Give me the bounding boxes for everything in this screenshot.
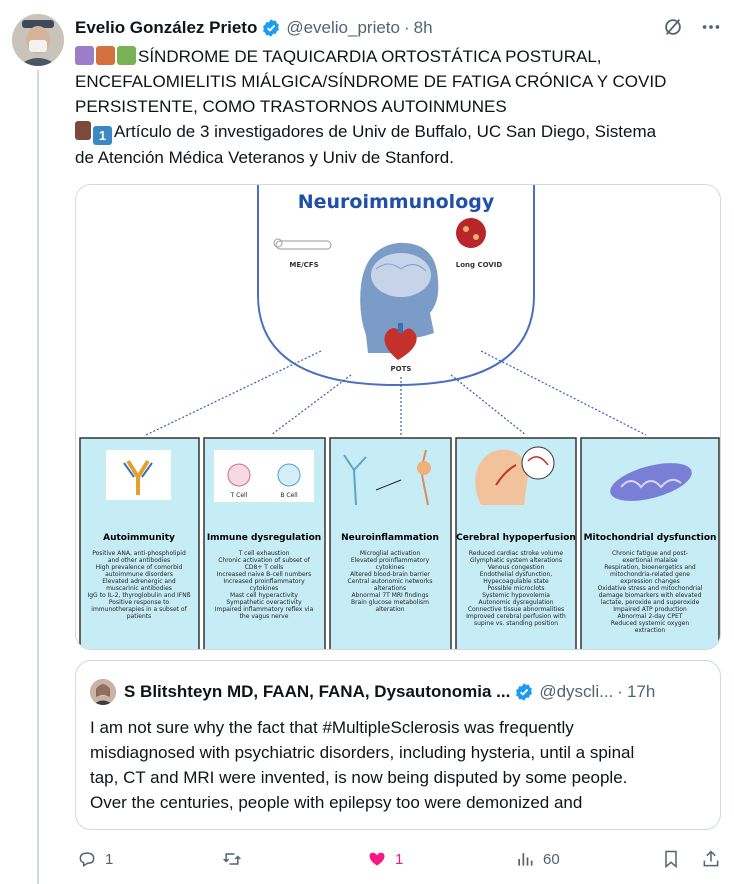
- separator-dot: ·: [403, 18, 410, 37]
- quoted-verified-badge-icon: [514, 682, 534, 702]
- header-icons: [662, 16, 722, 38]
- quoted-author-handle[interactable]: @dyscli...: [539, 682, 614, 701]
- svg-text:Increased naive B-cell numbers: Increased naive B-cell numbers: [216, 571, 312, 578]
- svg-text:Oxidative stress and mitochond: Oxidative stress and mitochondrial: [597, 585, 703, 592]
- panel-neuroinflammation: [330, 438, 451, 650]
- svg-text:Possible microclots: Possible microclots: [487, 585, 545, 592]
- svg-text:cytokines: cytokines: [375, 564, 405, 571]
- svg-text:expression changes: expression changes: [620, 578, 680, 585]
- tweet-line-4: Artículo de 3 investigadores de Univ de Buffalo, UC San Diego, Sistema: [114, 122, 657, 141]
- coronavirus-icon: [456, 218, 486, 248]
- verified-badge-icon: [261, 18, 281, 38]
- panel-title-immune: Immune dysregulation: [206, 533, 322, 543]
- svg-text:cytokines: cytokines: [249, 585, 279, 592]
- quoted-line-1: I am not sure why the fact that #MultipleSclerosis was frequently: [90, 718, 574, 737]
- views-button[interactable]: [515, 849, 560, 869]
- svg-text:alterations: alterations: [373, 585, 407, 592]
- orange-square-icon: [96, 46, 115, 65]
- svg-text:Hypecoagulable state: Hypecoagulable state: [483, 578, 549, 585]
- tweet-line-2: ENCEFALOMIELITIS MIÁLGICA/SÍNDROME DE FATIGA CRÓNICA Y COVID: [75, 72, 667, 91]
- label-pots: POTS: [390, 365, 412, 373]
- svg-text:alteration: alteration: [375, 606, 405, 613]
- svg-text:High prevalence of comorbid: High prevalence of comorbid: [95, 564, 183, 571]
- svg-text:Autonomic dysregulation: Autonomic dysregulation: [478, 599, 554, 606]
- svg-text:Central autonomic networks: Central autonomic networks: [347, 578, 433, 585]
- tweet-text: [75, 44, 725, 170]
- immune-cells-icon: [214, 450, 314, 502]
- svg-text:CD8+ T cells: CD8+ T cells: [244, 564, 284, 571]
- quoted-author-name[interactable]: S Blitshteyn MD, FAAN, FANA, Dysautonomia ...: [124, 682, 511, 701]
- svg-text:Brain glucose metabolism: Brain glucose metabolism: [351, 599, 429, 606]
- svg-text:Abnormal 7T MRI findings: Abnormal 7T MRI findings: [351, 592, 429, 599]
- neuroimmunology-figure: [76, 185, 721, 650]
- quoted-separator-dot: ·: [617, 682, 623, 701]
- quoted-tweet-time: 17h: [626, 682, 656, 701]
- svg-text:Glymphatic system alterations: Glymphatic system alterations: [470, 557, 562, 564]
- figure-title: Neuroimmunology: [297, 191, 495, 213]
- author-name[interactable]: Evelio González Prieto: [75, 18, 258, 37]
- label-t-cell: T Cell: [230, 492, 248, 499]
- svg-text:exertional malaise: exertional malaise: [622, 557, 678, 564]
- label-longcovid: Long COVID: [455, 261, 503, 269]
- svg-text:Impaired ATP production: Impaired ATP production: [613, 606, 687, 613]
- svg-text:Positive response to: Positive response to: [108, 599, 170, 606]
- panel-lines-neuroinflammation: [348, 550, 433, 613]
- quoted-line-2: misdiagnosed with psychiatric disorders, including hysteria, until a spinal: [90, 743, 635, 762]
- svg-text:IgG to IL-2, thyroglobulin and: IgG to IL-2, thyroglobulin and IFNß: [87, 592, 191, 599]
- svg-text:Elevated adrenergic and: Elevated adrenergic and: [102, 578, 176, 585]
- svg-text:Impaired inflammatory reflex v: Impaired inflammatory reflex via: [214, 606, 314, 613]
- quoted-avatar-photo-icon: [90, 679, 116, 705]
- author-avatar[interactable]: [12, 14, 64, 66]
- more-options-icon[interactable]: [700, 16, 722, 38]
- heart-filled-icon: [367, 849, 387, 869]
- svg-text:T cell exhaustion: T cell exhaustion: [238, 550, 290, 557]
- reply-icon: [77, 849, 97, 869]
- repost-icon: [221, 849, 243, 869]
- svg-text:Improved cerebral perfusion wi: Improved cerebral perfusion with: [466, 613, 566, 620]
- svg-text:and other antibodies: and other antibodies: [107, 557, 171, 564]
- svg-text:supine vs. standing position: supine vs. standing position: [473, 620, 559, 627]
- svg-text:mitochondria-related gene: mitochondria-related gene: [609, 571, 691, 578]
- tweet-media-image[interactable]: [75, 184, 721, 650]
- svg-text:muscarinic antibodies: muscarinic antibodies: [106, 585, 172, 592]
- svg-text:autoimmune disorders: autoimmune disorders: [105, 571, 173, 578]
- panel-title-autoimmunity: Autoimmunity: [103, 533, 175, 543]
- quoted-line-4: Over the centuries, people with epilepsy too were demonized and: [90, 793, 583, 812]
- bookmark-icon: [661, 849, 681, 869]
- views-count: 60: [543, 850, 560, 868]
- avatar-photo-icon: [12, 14, 64, 66]
- panel-mitochondrial-dysfunction: [581, 438, 719, 650]
- svg-text:Microglial activation: Microglial activation: [359, 550, 421, 557]
- purple-square-icon: [75, 46, 94, 65]
- svg-text:Reduced cardiac stroke volume: Reduced cardiac stroke volume: [468, 550, 564, 557]
- panel-title-neuroinflammation: Neuroinflammation: [341, 533, 439, 543]
- repost-button[interactable]: [221, 849, 243, 869]
- svg-text:Abnormal 2-day CPET: Abnormal 2-day CPET: [617, 613, 683, 620]
- svg-text:damage biomarkers with elevate: damage biomarkers with elevated: [598, 592, 702, 599]
- svg-text:Venous congestion: Venous congestion: [487, 564, 545, 571]
- keycap-one-icon: 1: [93, 126, 112, 145]
- svg-text:Connective tissue abnormalitie: Connective tissue abnormalities: [467, 606, 565, 613]
- quoted-tweet-header: [90, 679, 706, 705]
- svg-text:Altered blood-brain barrier: Altered blood-brain barrier: [350, 571, 430, 578]
- svg-text:Reduced systemic oxygen: Reduced systemic oxygen: [610, 620, 690, 627]
- share-button[interactable]: [701, 849, 721, 869]
- tweet-header: [75, 16, 722, 40]
- svg-text:Chronic activation of subset o: Chronic activation of subset of: [218, 557, 310, 564]
- tweet-line-1: SÍNDROME DE TAQUICARDIA ORTOSTÁTICA POSTURAL,: [138, 47, 602, 66]
- tweet-line-3: PERSISTENTE, COMO TRASTORNOS AUTOINMUNES: [75, 97, 507, 116]
- like-count: 1: [395, 850, 404, 868]
- thread-line: [37, 70, 39, 884]
- tweet-line-5: de Atención Médica Veteranos y Univ de Stanford.: [75, 148, 454, 167]
- svg-text:extraction: extraction: [634, 627, 666, 634]
- label-mecfs: ME/CFS: [289, 261, 319, 269]
- svg-text:Mast cell hyperactivity: Mast cell hyperactivity: [230, 592, 298, 599]
- bookmark-button[interactable]: [661, 849, 681, 869]
- quoted-tweet-text: [90, 715, 710, 815]
- label-b-cell: B Cell: [280, 492, 298, 499]
- reply-button[interactable]: [77, 849, 113, 869]
- svg-text:the vagus nerve: the vagus nerve: [239, 613, 289, 620]
- svg-text:lactate, peroxide and superoxi: lactate, peroxide and superoxide: [600, 599, 700, 606]
- svg-text:Endothelial dysfunction,: Endothelial dysfunction,: [479, 571, 553, 578]
- quoted-line-3: tap, CT and MRI were invented, is now being disputed by some people.: [90, 768, 628, 787]
- panel-title-mitochondrial: Mitochondrial dysfunction: [583, 533, 717, 543]
- quoted-author-avatar[interactable]: [90, 679, 116, 705]
- reply-count: 1: [105, 850, 114, 868]
- svg-text:Elevated proinflammatory: Elevated proinflammatory: [350, 557, 430, 564]
- svg-text:Respiration, bioenergetics and: Respiration, bioenergetics and: [604, 564, 696, 571]
- analytics-bars-icon: [515, 849, 535, 869]
- svg-text:immunotherapies in a subset of: immunotherapies in a subset of: [91, 606, 187, 613]
- svg-text:Systemic hypovolemia: Systemic hypovolemia: [482, 592, 550, 599]
- svg-text:patients: patients: [126, 613, 152, 620]
- tweet-actions-bar: [75, 846, 725, 872]
- like-button[interactable]: [367, 849, 403, 869]
- tweet-time[interactable]: 8h: [413, 18, 433, 37]
- antibody-icon: [106, 450, 171, 500]
- svg-text:Chronic fatigue and post-: Chronic fatigue and post-: [611, 550, 689, 557]
- share-icon: [701, 849, 721, 869]
- panel-title-hypoperfusion: Cerebral hypoperfusion: [456, 533, 576, 543]
- panel-cerebral-hypoperfusion: [456, 438, 576, 650]
- panel-autoimmunity: [80, 438, 199, 650]
- panel-immune-dysregulation: [204, 438, 325, 650]
- quoted-tweet[interactable]: [75, 660, 721, 830]
- thread-spool-icon: [75, 121, 91, 140]
- green-square-icon: [117, 46, 136, 65]
- svg-text:Increased proinflammatory: Increased proinflammatory: [223, 578, 305, 585]
- svg-text:Sympathetic overactivity: Sympathetic overactivity: [226, 599, 302, 606]
- author-handle[interactable]: @evelio_prieto: [286, 18, 400, 37]
- svg-text:Positive ANA, anti-phospholipi: Positive ANA, anti-phospholipid: [92, 550, 186, 557]
- grok-icon[interactable]: [662, 16, 684, 38]
